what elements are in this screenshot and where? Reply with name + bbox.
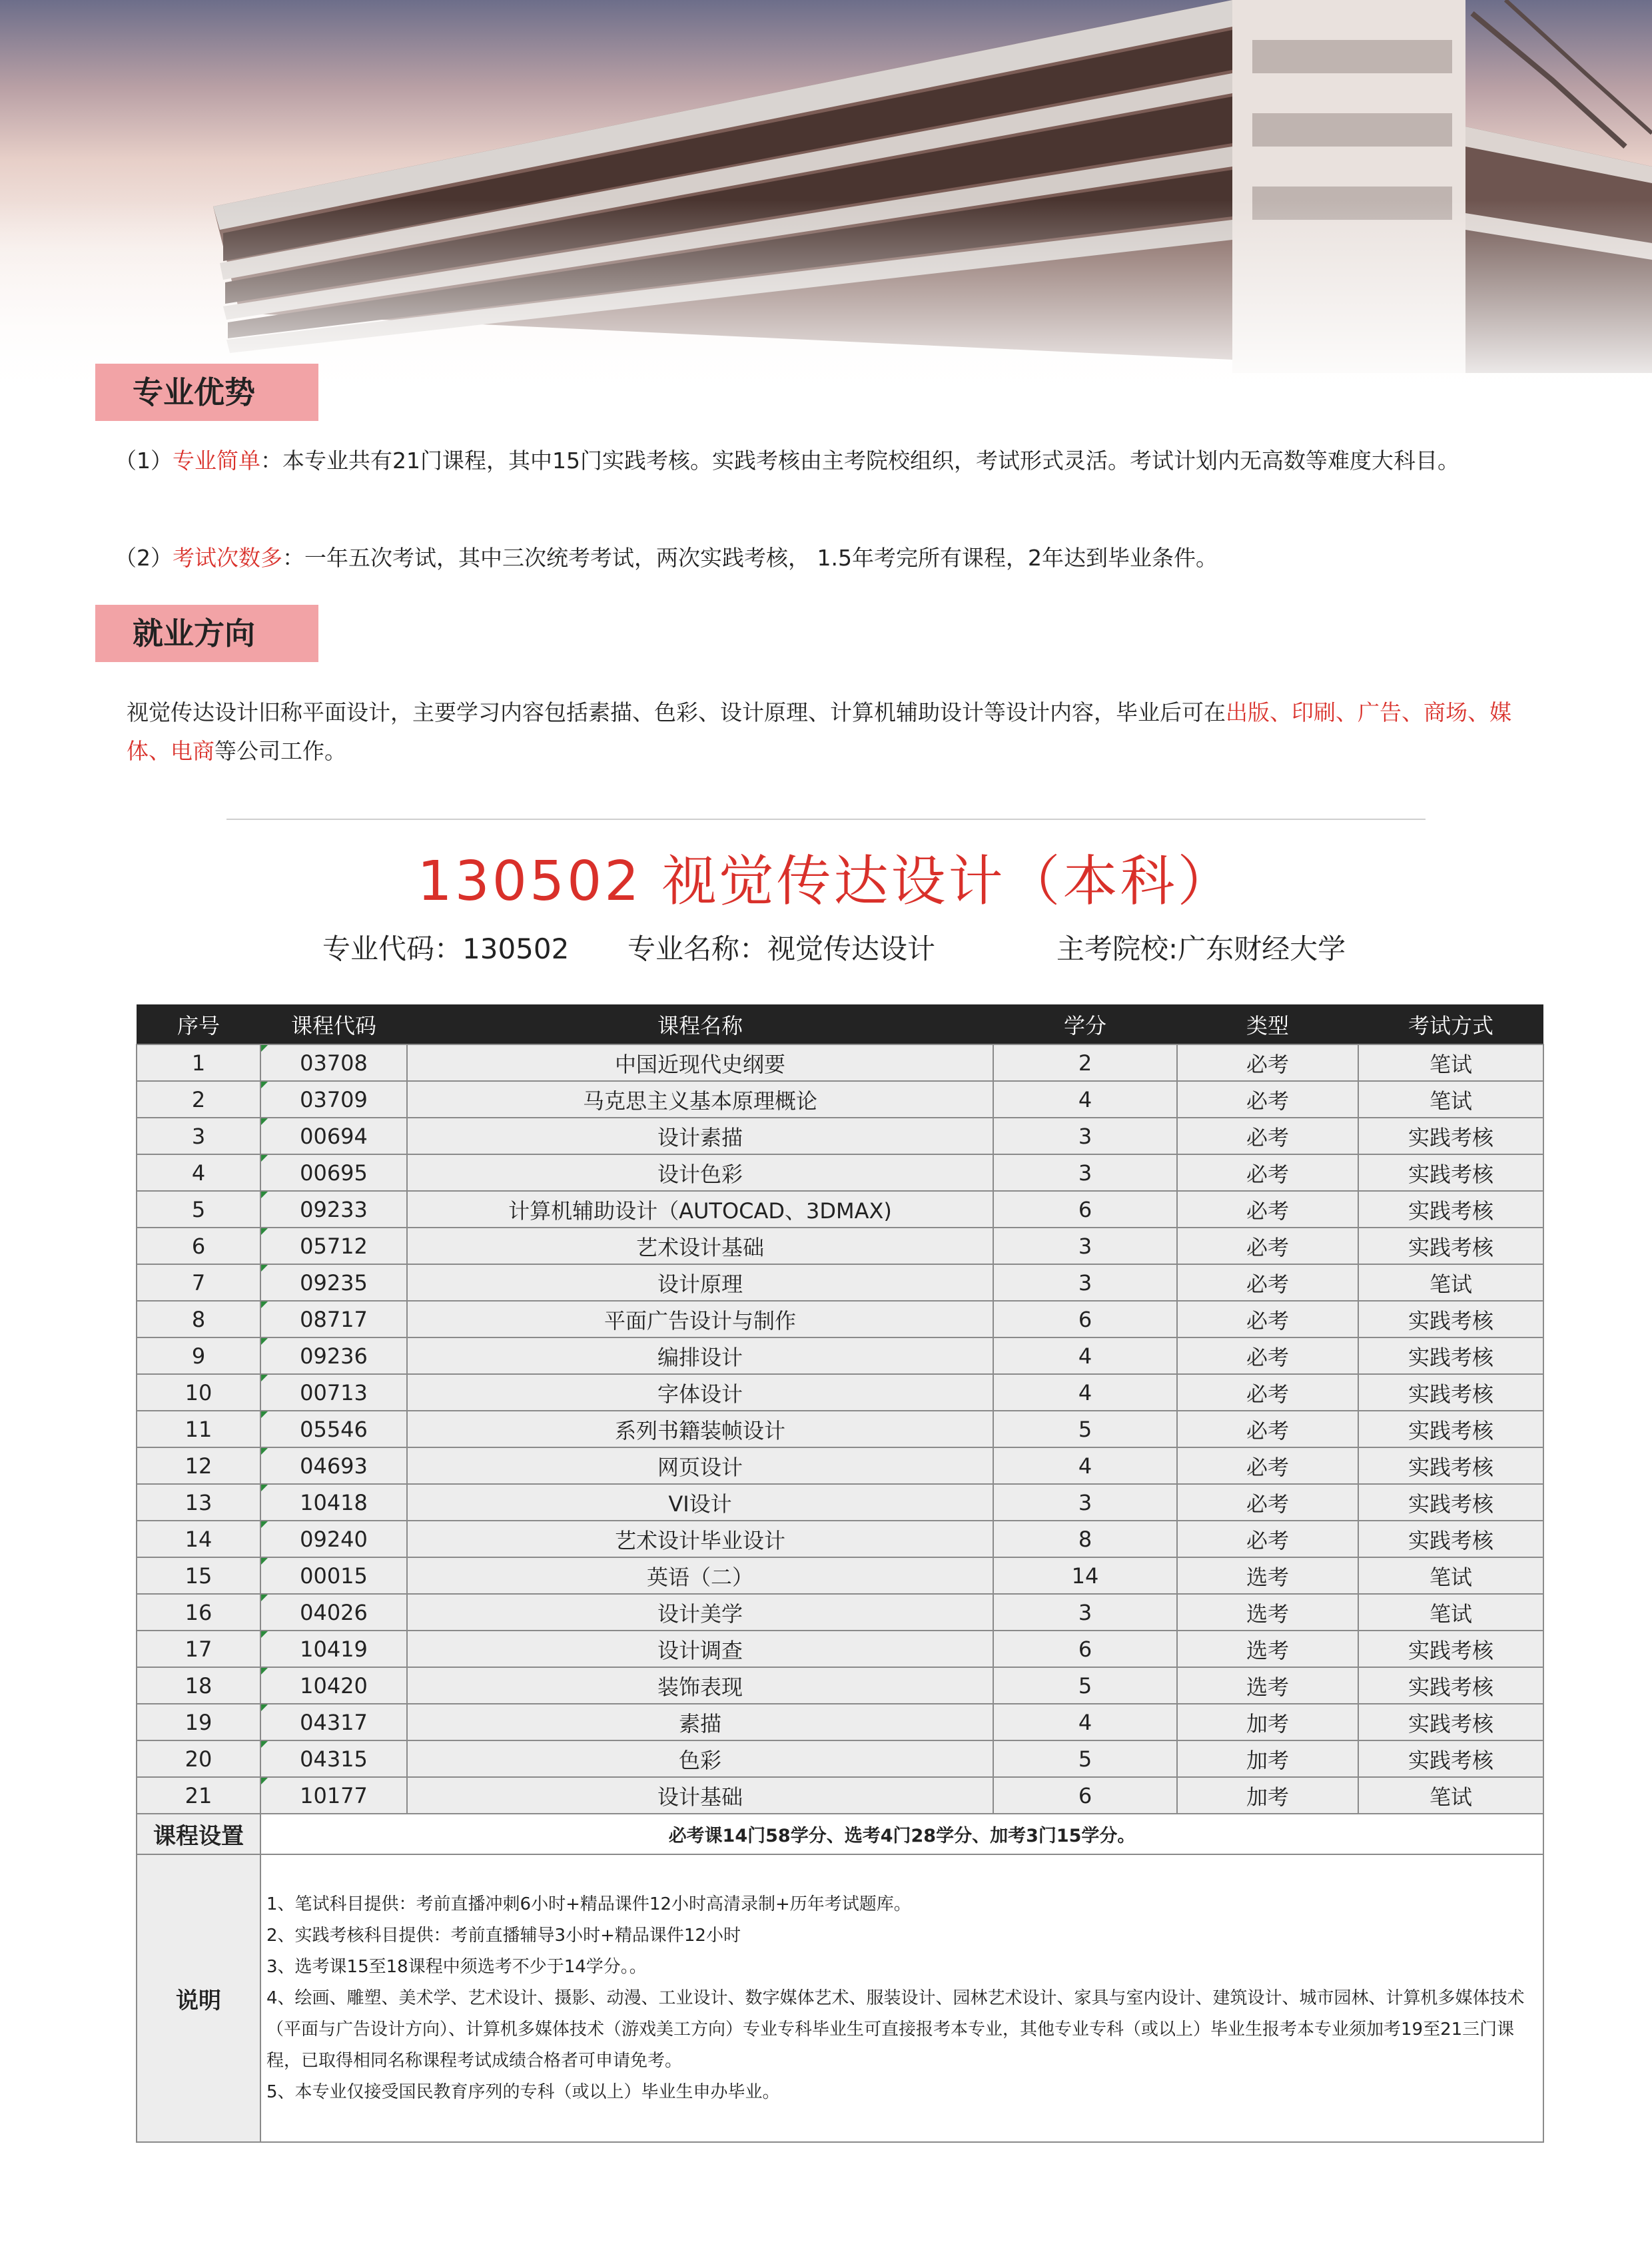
cell-course-code: 00694 <box>260 1118 407 1154</box>
cell-type: 必考 <box>1177 1228 1358 1264</box>
cell-type: 必考 <box>1177 1264 1358 1301</box>
cell-course-code: 05546 <box>260 1411 407 1447</box>
cell-credits: 2 <box>993 1044 1177 1081</box>
cell-credits: 5 <box>993 1740 1177 1777</box>
cell-type: 必考 <box>1177 1374 1358 1411</box>
cell-course-code: 10419 <box>260 1631 407 1667</box>
cell-credits: 3 <box>993 1264 1177 1301</box>
table-row <box>137 1264 1543 1301</box>
table-row <box>137 1447 1543 1484</box>
cell-course-name: 编排设计 <box>407 1337 993 1374</box>
cell-course-code: 09240 <box>260 1521 407 1557</box>
cell-credits: 8 <box>993 1521 1177 1557</box>
cell-exam-method: 实践考核 <box>1358 1484 1543 1521</box>
cell-index: 10 <box>137 1374 260 1411</box>
advantage-item-2 <box>115 539 1547 577</box>
cell-type: 必考 <box>1177 1118 1358 1154</box>
cell-exam-method: 实践考核 <box>1358 1667 1543 1704</box>
table-row <box>137 1777 1543 1814</box>
cell-course-name: 艺术设计基础 <box>407 1228 993 1264</box>
table-row <box>137 1081 1543 1118</box>
cell-course-name: 设计基础 <box>407 1777 993 1814</box>
cell-index: 12 <box>137 1447 260 1484</box>
cell-type: 选考 <box>1177 1594 1358 1631</box>
cell-course-name: 设计素描 <box>407 1118 993 1154</box>
cell-course-code: 03709 <box>260 1081 407 1118</box>
cell-course-code: 00015 <box>260 1557 407 1594</box>
header-building-photo <box>0 0 1652 400</box>
cell-index: 11 <box>137 1411 260 1447</box>
cell-index: 19 <box>137 1704 260 1740</box>
cell-type: 必考 <box>1177 1447 1358 1484</box>
cell-index: 5 <box>137 1191 260 1228</box>
cell-index: 18 <box>137 1667 260 1704</box>
cell-credits: 4 <box>993 1374 1177 1411</box>
cell-exam-method: 实践考核 <box>1358 1118 1543 1154</box>
table-row <box>137 1667 1543 1704</box>
table-row <box>137 1228 1543 1264</box>
table-row <box>137 1154 1543 1191</box>
cell-index: 1 <box>137 1044 260 1081</box>
cell-exam-method: 实践考核 <box>1358 1191 1543 1228</box>
cell-exam-method: 笔试 <box>1358 1557 1543 1594</box>
header-index: 序号 <box>137 1004 260 1044</box>
cell-course-code: 09233 <box>260 1191 407 1228</box>
career-highlight: 出版、印刷、广告、商场、媒体、电商 <box>127 699 1511 764</box>
cell-credits: 5 <box>993 1667 1177 1704</box>
cell-credits: 6 <box>993 1631 1177 1667</box>
notes-row <box>137 1854 1543 2142</box>
cell-course-code: 10420 <box>260 1667 407 1704</box>
cell-index: 8 <box>137 1301 260 1337</box>
cell-course-name: 艺术设计毕业设计 <box>407 1521 993 1557</box>
note-item-4: 4、绘画、雕塑、美术学、艺术设计、摄影、动漫、工业设计、数字媒体艺术、服装设计、园林艺术设计、家具与室内设计、建筑设计、城市园林、计算机多媒体技术（平面与广告设计方向）、计算机多媒体技术（游戏美工方向）专业专科毕业生可直接报考本专业，其他专业专科（或以上）毕业生报考本专业须加考19至21三门课程，已取得相同名称课程考试成绩合格者可申请免考。 <box>266 1988 1525 2071</box>
cell-course-name: 英语（二） <box>407 1557 993 1594</box>
cell-index: 21 <box>137 1777 260 1814</box>
cell-course-code: 10418 <box>260 1484 407 1521</box>
cell-type: 加考 <box>1177 1704 1358 1740</box>
note-item-3: 3、选考课15至18课程中须选考不少于14学分。。 <box>266 1956 647 1977</box>
cell-course-name: 系列书籍装帧设计 <box>407 1411 993 1447</box>
cell-credits: 6 <box>993 1301 1177 1337</box>
header-exam-method: 考试方式 <box>1358 1004 1543 1044</box>
cell-course-name: 色彩 <box>407 1740 993 1777</box>
cell-type: 加考 <box>1177 1740 1358 1777</box>
cell-course-name: 马克思主义基本原理概论 <box>407 1081 993 1118</box>
cell-course-code: 04315 <box>260 1740 407 1777</box>
table-row <box>137 1484 1543 1521</box>
table-row <box>137 1411 1543 1447</box>
table-body <box>137 1044 1543 1814</box>
cell-course-code: 10177 <box>260 1777 407 1814</box>
table-row <box>137 1740 1543 1777</box>
table-row <box>137 1191 1543 1228</box>
table-row <box>137 1118 1543 1154</box>
cell-type: 必考 <box>1177 1081 1358 1118</box>
cell-course-code: 00695 <box>260 1154 407 1191</box>
cell-credits: 6 <box>993 1777 1177 1814</box>
note-item-5: 5、本专业仅接受国民教育序列的专科（或以上）毕业生申办毕业。 <box>266 2081 780 2102</box>
table-row <box>137 1631 1543 1667</box>
page-title: 130502 视觉传达设计（本科） <box>417 850 1235 913</box>
cell-type: 加考 <box>1177 1777 1358 1814</box>
header-course-code: 课程代码 <box>260 1004 407 1044</box>
cell-exam-method: 笔试 <box>1358 1777 1543 1814</box>
cell-exam-method: 实践考核 <box>1358 1228 1543 1264</box>
building-illustration <box>0 0 1652 400</box>
summary-row <box>137 1814 1543 1854</box>
career-paragraph <box>127 693 1552 771</box>
advantage-item-2-key: 考试次数多 <box>173 545 282 571</box>
cell-course-code: 03708 <box>260 1044 407 1081</box>
table-row <box>137 1704 1543 1740</box>
cell-course-name: 装饰表现 <box>407 1667 993 1704</box>
cell-index: 6 <box>137 1228 260 1264</box>
header-type: 类型 <box>1177 1004 1358 1044</box>
table-row <box>137 1337 1543 1374</box>
cell-course-name: 字体设计 <box>407 1374 993 1411</box>
cell-course-code: 09236 <box>260 1337 407 1374</box>
career-text-before: 视觉传达设计旧称平面设计，主要学习内容包括素描、色彩、设计原理、计算机辅助设计等设计内容，毕业后可在 <box>127 699 1226 725</box>
cell-course-name: 中国近现代史纲要 <box>407 1044 993 1081</box>
cell-type: 必考 <box>1177 1191 1358 1228</box>
cell-exam-method: 笔试 <box>1358 1264 1543 1301</box>
course-table <box>136 1004 1544 2143</box>
cell-course-name: 设计美学 <box>407 1594 993 1631</box>
major-code: 专业代码：130502 <box>322 933 570 965</box>
cell-course-code: 09235 <box>260 1264 407 1301</box>
cell-exam-method: 实践考核 <box>1358 1411 1543 1447</box>
advantage-item-1-number: （1） <box>115 448 173 474</box>
notes-label: 说明 <box>137 1854 260 2142</box>
cell-course-code: 04317 <box>260 1704 407 1740</box>
cell-index: 2 <box>137 1081 260 1118</box>
cell-course-code: 05712 <box>260 1228 407 1264</box>
cell-exam-method: 实践考核 <box>1358 1337 1543 1374</box>
cell-type: 必考 <box>1177 1411 1358 1447</box>
cell-index: 17 <box>137 1631 260 1667</box>
cell-course-name: 素描 <box>407 1704 993 1740</box>
cell-exam-method: 实践考核 <box>1358 1374 1543 1411</box>
cell-type: 选考 <box>1177 1667 1358 1704</box>
advantage-item-2-number: （2） <box>115 545 173 571</box>
cell-credits: 4 <box>993 1704 1177 1740</box>
table-row <box>137 1594 1543 1631</box>
cell-type: 必考 <box>1177 1337 1358 1374</box>
cell-exam-method: 实践考核 <box>1358 1704 1543 1740</box>
cell-type: 必考 <box>1177 1301 1358 1337</box>
cell-course-code: 04693 <box>260 1447 407 1484</box>
cell-exam-method: 笔试 <box>1358 1594 1543 1631</box>
cell-exam-method: 实践考核 <box>1358 1521 1543 1557</box>
cell-exam-method: 实践考核 <box>1358 1301 1543 1337</box>
cell-index: 4 <box>137 1154 260 1191</box>
major-name: 专业名称：视觉传达设计 <box>627 933 936 965</box>
cell-type: 必考 <box>1177 1154 1358 1191</box>
table-row <box>137 1557 1543 1594</box>
cell-credits: 3 <box>993 1154 1177 1191</box>
cell-course-name: 设计调查 <box>407 1631 993 1667</box>
cell-type: 选考 <box>1177 1631 1358 1667</box>
section-tag-advantages: 专业优势 <box>95 364 318 421</box>
cell-index: 9 <box>137 1337 260 1374</box>
advantage-item-1 <box>115 442 1547 480</box>
cell-index: 15 <box>137 1557 260 1594</box>
cell-type: 必考 <box>1177 1521 1358 1557</box>
cell-index: 7 <box>137 1264 260 1301</box>
advantage-item-2-text: ：一年五次考试，其中三次统考考试，两次实践考核， 1.5年考完所有课程，2年达到毕业条件。 <box>282 545 1218 571</box>
cell-course-name: 设计色彩 <box>407 1154 993 1191</box>
career-text-after: 等公司工作。 <box>214 738 346 764</box>
cell-course-name: 网页设计 <box>407 1447 993 1484</box>
cell-exam-method: 实践考核 <box>1358 1154 1543 1191</box>
cell-credits: 4 <box>993 1337 1177 1374</box>
section-tag-career: 就业方向 <box>95 605 318 662</box>
cell-credits: 14 <box>993 1557 1177 1594</box>
table-row <box>137 1301 1543 1337</box>
cell-exam-method: 实践考核 <box>1358 1447 1543 1484</box>
note-item-2: 2、实践考核科目提供：考前直播辅导3小时+精品课件12小时 <box>266 1925 741 1946</box>
advantage-item-1-key: 专业简单 <box>173 448 260 474</box>
cell-credits: 3 <box>993 1594 1177 1631</box>
cell-exam-method: 笔试 <box>1358 1081 1543 1118</box>
cell-type: 必考 <box>1177 1044 1358 1081</box>
cell-course-name: 平面广告设计与制作 <box>407 1301 993 1337</box>
cell-course-code: 04026 <box>260 1594 407 1631</box>
table-header-row <box>137 1004 1543 1044</box>
table-row <box>137 1374 1543 1411</box>
divider-line <box>226 819 1426 820</box>
cell-index: 20 <box>137 1740 260 1777</box>
cell-exam-method: 实践考核 <box>1358 1740 1543 1777</box>
cell-course-name: VI设计 <box>407 1484 993 1521</box>
cell-course-name: 设计原理 <box>407 1264 993 1301</box>
advantage-item-1-text: ：本专业共有21门课程，其中15门实践考核。实践考核由主考院校组织，考试形式灵活。考试计划内无高数等难度大科目。 <box>260 448 1459 474</box>
cell-credits: 5 <box>993 1411 1177 1447</box>
table-row <box>137 1521 1543 1557</box>
header-course-name: 课程名称 <box>407 1004 993 1044</box>
note-item-1: 1、笔试科目提供：考前直播冲刺6小时+精品课件12小时高清录制+历年考试题库。 <box>266 1894 911 1914</box>
cell-type: 必考 <box>1177 1484 1358 1521</box>
cell-credits: 3 <box>993 1484 1177 1521</box>
cell-index: 14 <box>137 1521 260 1557</box>
cell-type: 选考 <box>1177 1557 1358 1594</box>
cell-credits: 4 <box>993 1081 1177 1118</box>
cell-exam-method: 笔试 <box>1358 1044 1543 1081</box>
cell-credits: 6 <box>993 1191 1177 1228</box>
cell-index: 16 <box>137 1594 260 1631</box>
cell-credits: 4 <box>993 1447 1177 1484</box>
header-credits: 学分 <box>993 1004 1177 1044</box>
cell-index: 3 <box>137 1118 260 1154</box>
cell-course-code: 00713 <box>260 1374 407 1411</box>
summary-text: 必考课14门58学分、选考4门28学分、加考3门15学分。 <box>260 1814 1543 1854</box>
exam-school: 主考院校:广东财经大学 <box>1056 933 1346 965</box>
table-row <box>137 1044 1543 1081</box>
summary-label: 课程设置 <box>137 1814 260 1854</box>
cell-index: 13 <box>137 1484 260 1521</box>
notes-content <box>260 1854 1543 2142</box>
cell-credits: 3 <box>993 1118 1177 1154</box>
cell-course-name: 计算机辅助设计（AUTOCAD、3DMAX) <box>407 1191 993 1228</box>
cell-exam-method: 实践考核 <box>1358 1631 1543 1667</box>
cell-course-code: 08717 <box>260 1301 407 1337</box>
cell-credits: 3 <box>993 1228 1177 1264</box>
